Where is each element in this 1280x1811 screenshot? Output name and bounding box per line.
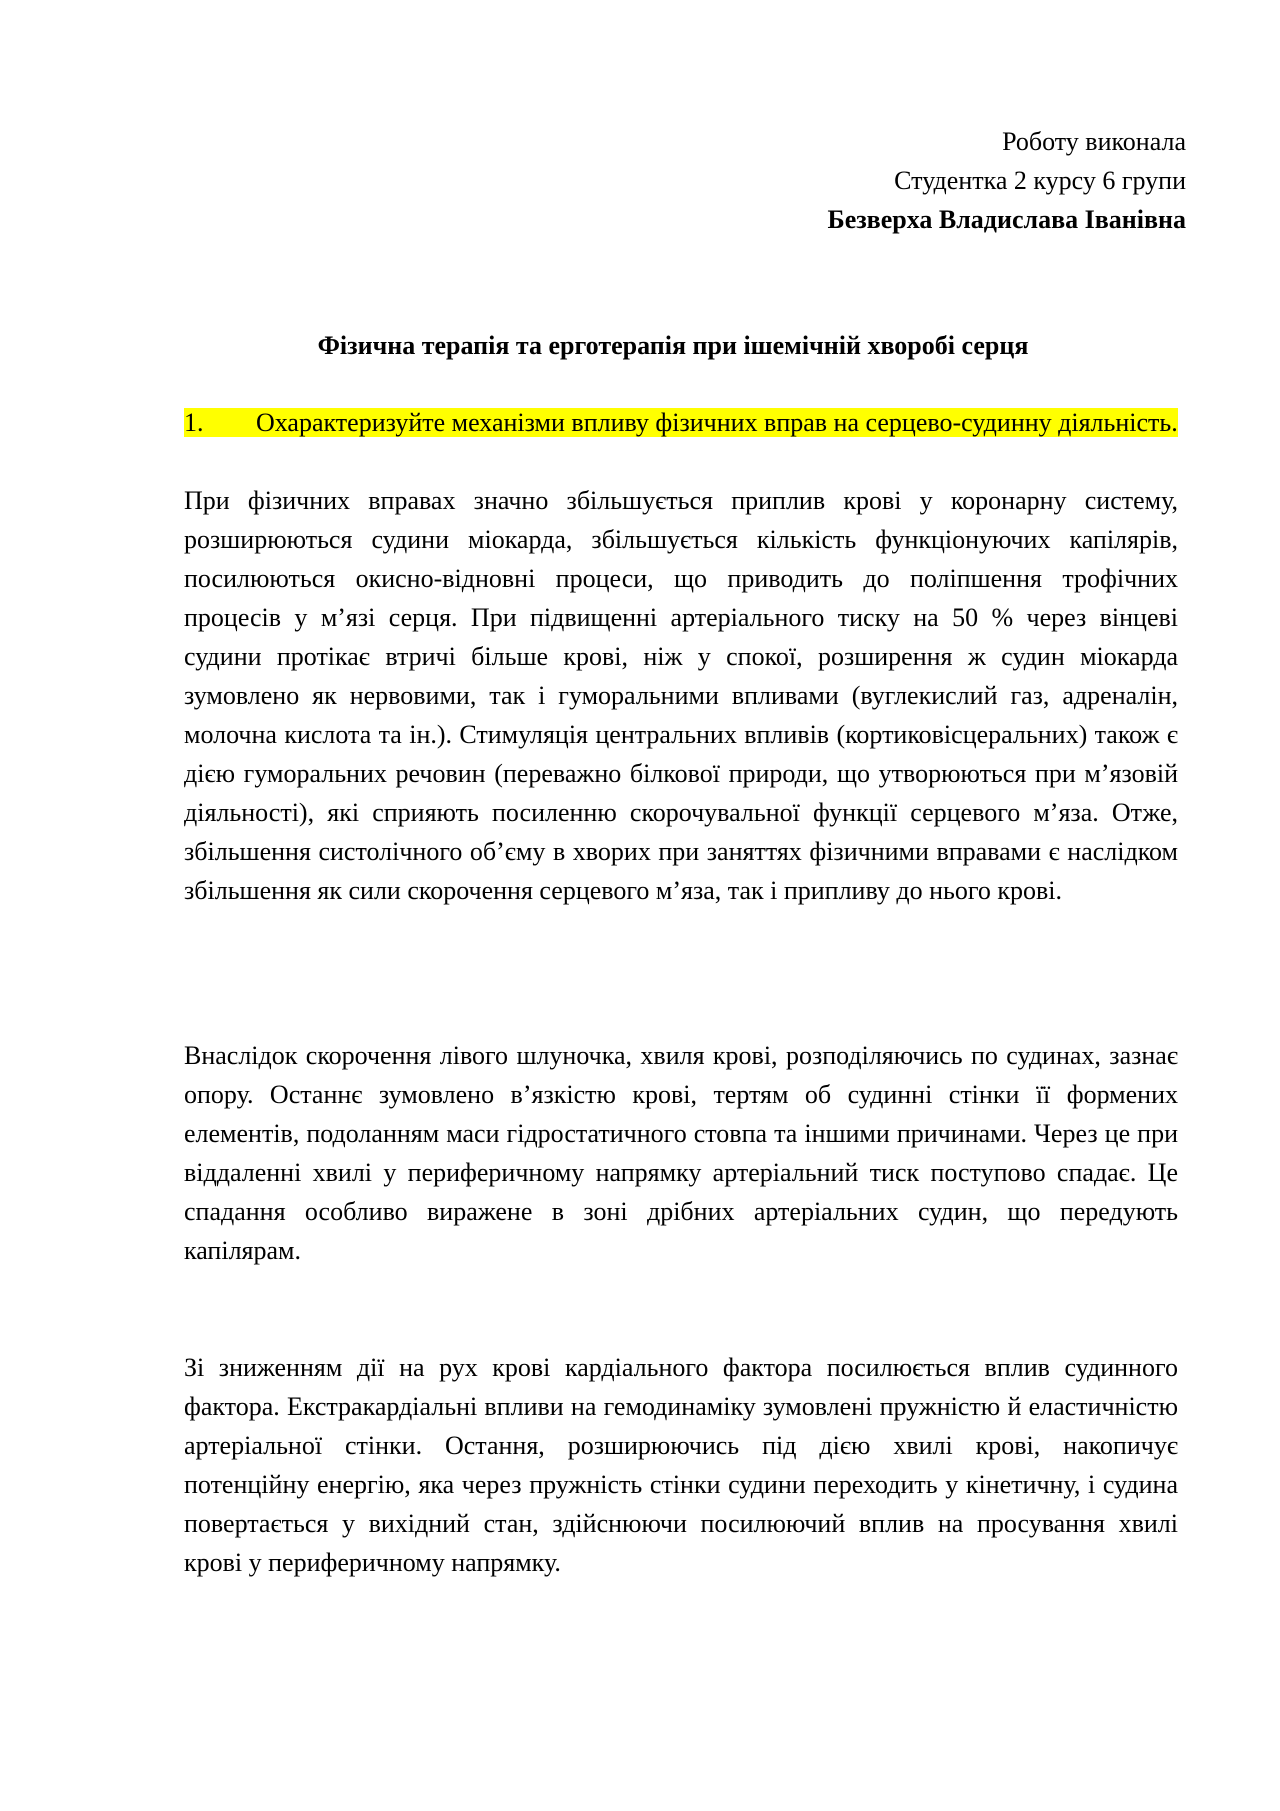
paragraph-1: При фізичних вправах значно збільшується приплив крові у коронарну систему, розширюються судини міокарда, збільшується кількість функціонуючих капілярів, посилюються окисно-відновні процеси, що приводить до поліпшення трофічних процесів у м’язі серця. При підвищенні артеріального тиску на 50 % через вінцеві судини протікає втричі більше крові, ніж у спокої, розширення ж судин міокарда зумовлено як нервовими, так і гуморальними впливами (вуглекислий газ, адреналін, молочна кислота та ін.). Стимуляція центральних впливів (кортиковісцеральних) також є дією гуморальних речовин (переважно білкової природи, що утворюються при м’язовій діяльності), які сприяють посиленню скорочувальної функції серцевого м’яза. Отже, збільшення систолічного об’єму в хворих при заняттях фізичними вправами є наслідком збільшення як сили скорочення серцевого м’яза, так і припливу до нього крові. [184, 486, 1178, 905]
paragraph-3: Зі зниженням дії на рух крові кардіального фактора посилюється вплив судинного фактора. Екстракардіальні впливи на гемодинаміку зумовлені пружністю й еластичністю артеріальної стінки. Остання, розширюючись під дією хвилі крові, накопичує потенційну енергію, яка через пружність стінки судини переходить у кінетичну, і судина повертається у вихідний стан, здійснюючи посилюючий вплив на просування хвилі крові у периферичному напрямку. [184, 1353, 1178, 1577]
document-title: Фізична терапія та ерготерапія при ішемічній хворобі серця [317, 331, 1029, 360]
author-name: Безверха Владислава Іванівна [827, 205, 1186, 234]
question-number: 1. [184, 408, 204, 437]
author-block [828, 122, 1187, 239]
paragraph-2: Внаслідок скорочення лівого шлуночка, хвиля крові, розподіляючись по судинах, зазнає опору. Останнє зумовлено в’язкістю крові, тертям об судинні стінки її формених елементів, подоланням маси гідростатичного стовпа та іншими причинами. Через це при віддаленні хвилі у периферичному напрямку артеріальний тиск поступово спадає. Це спадання особливо виражене в зоні дрібних артеріальних судин, що передують капілярам. [184, 1041, 1178, 1265]
question-heading [184, 403, 1178, 442]
question-text: Охарактеризуйте механізми впливу фізичних вправ на серцево-судинну діяльність. [256, 408, 1178, 437]
question-highlight [184, 408, 1178, 437]
author-line-1: Роботу виконала [1002, 127, 1186, 156]
author-line-2: Студентка 2 курсу 6 групи [894, 166, 1186, 195]
